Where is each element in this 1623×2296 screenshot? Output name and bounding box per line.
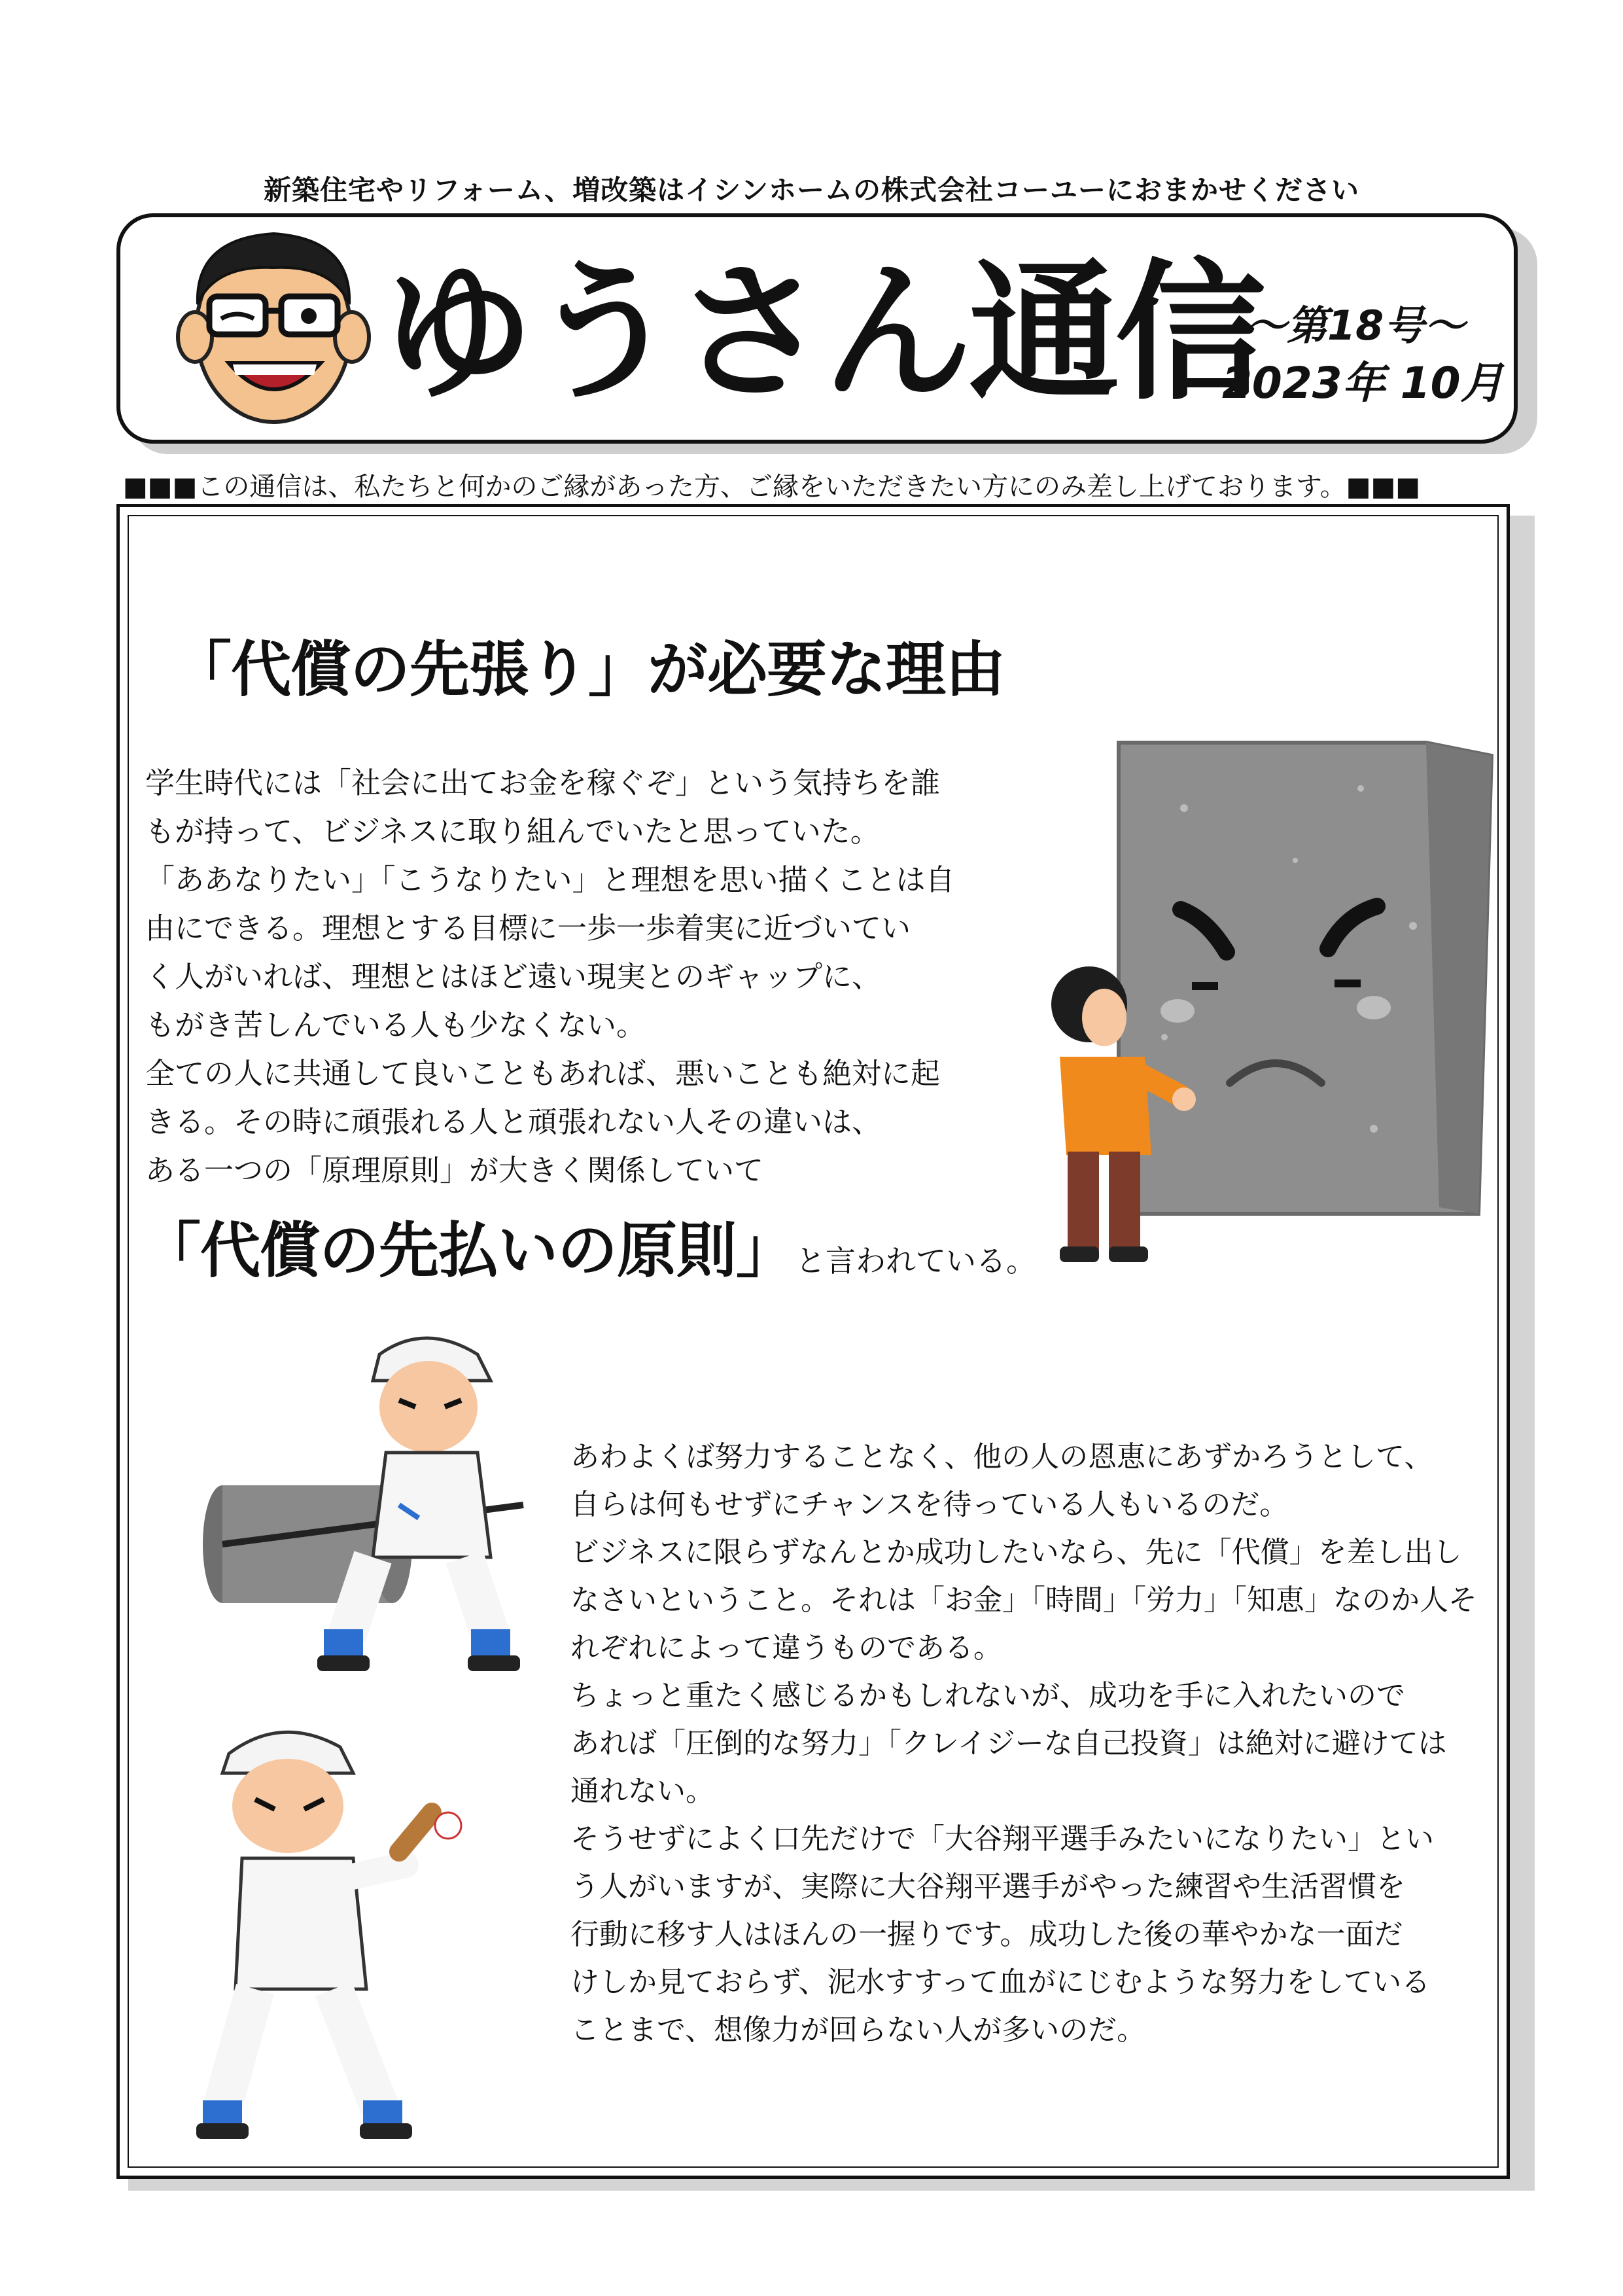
notice-line: ■■■この通信は、私たちと何かのご縁があった方、ご縁をいただきたい方にのみ差し上げております。■■■ (123, 472, 1421, 502)
issue-date: 2023年 10月 (1222, 358, 1504, 408)
principle-name: 「代償の先払いの原則」 (141, 1216, 796, 1286)
principle-suffix: と言われている。 (795, 1243, 1037, 1279)
article-paragraph-2: あわよくば努力することなく、他の人の恩恵にあずかろうとして、 自らは何もせずにチャンスを待っている人もいるのだ。 ビジネスに限らずなんとか成功したいなら、先に「代償」を差し出し なさいということ。それは「お金」「時間」「労力」「知恵」なのか人そ れぞれによって違うものである。 ちょっと重たく感じるかもしれないが、成功を手に入れたいので あれば「圧倒的な努力」「クレイジーな自己投資」は絶対に避けては 通れない。 そうせずによく口先だけで「大谷翔平選手みたいになりたい」とい う人がいますが、実際に大谷翔平選手がやった練習や生活習慣を 行動に移す人はほんの一握りです。成功した後の華やかな一面だ けしか見ておらず、泥水すすって血がにじむような努力をしている ことまで、想像力が回らない人が多いのだ。 (570, 1440, 1477, 2047)
newsletter-title: ゆうさん通信 (383, 246, 1263, 421)
issue-number: ～第18号～ (1246, 302, 1465, 349)
article-paragraph-1: 学生時代には「社会に出てお金を稼ぐぞ」という気持ちを誰 もが持って、ビジネスに取り組んでいたと思っていた。 「ああなりたい」「こうなりたい」と理想を思い描くことは自 由にできる。理想とする目標に一歩一歩着実に近づいてい く人がいれば、理想とはほど遠い現実とのギャップに、 もがき苦しんでいる人も少なくない。 全ての人に共通して良いこともあれば、悪いことも絶対に起 きる。その時に頑張れる人と頑張れない人その違いは、 ある一つの「原理原則」が大きく関係していて (145, 766, 955, 1188)
principle-line (141, 1203, 1036, 1289)
baseball-roller-illustration (124, 1309, 530, 1688)
mascot-illustration (169, 219, 378, 435)
article-headline: 「代償の先張り」が必要な理由 (171, 635, 1005, 705)
tagline: 新築住宅やリフォーム、増改築はイシンホームの株式会社コーユーにおまかせください (263, 174, 1360, 206)
baseball-batter-illustration (183, 1714, 478, 2146)
angry-wall-illustration (1021, 730, 1505, 1286)
